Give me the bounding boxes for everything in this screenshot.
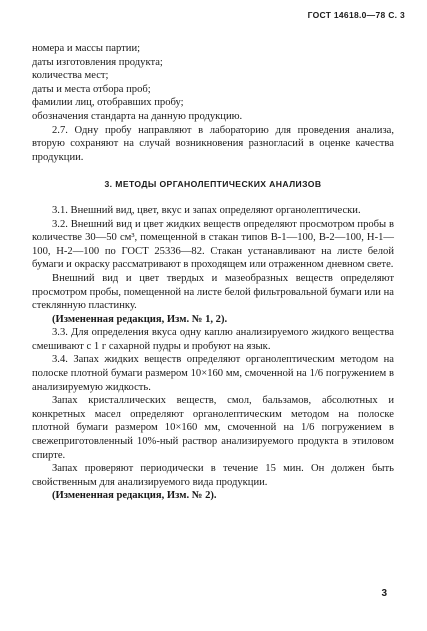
edit-note-1: (Измененная редакция, Изм. № 1, 2). bbox=[52, 313, 228, 325]
paragraph-3-4: 3.4. Запах жидких веществ определяют органолептическим методом на полоске плотной бумаги размером 10×160 мм, смоченной на 1/6 погружением в анализируемую жидкость. bbox=[32, 354, 394, 393]
list-item: фамилии лиц, отобравших пробу; bbox=[32, 97, 184, 109]
edit-note-2: (Измененная редакция, Изм. № 2). bbox=[52, 490, 217, 502]
paragraph-crystal: Запах кристаллических веществ, смол, бальзамов, абсолютных и конкретных масел определяют органолептическим методом на полоске плотной бумаги размером 10×160 мм, смоченной на 1/6 погружением в свежеприготовленный 10%-ный раствор анализируемого продукта в этиловом спирте. bbox=[32, 395, 394, 461]
paragraph-periodic: Запах проверяют периодически в течение 15 мин. Он должен быть свойственным для анализируемого вида продукции. bbox=[32, 463, 394, 488]
list-block bbox=[32, 42, 394, 124]
section-title: 3. МЕТОДЫ ОРГАНОЛЕПТИЧЕСКИХ АНАЛИЗОВ bbox=[104, 179, 322, 190]
list-item: обозначения стандарта на данную продукцию. bbox=[32, 110, 243, 122]
list-item: номера и массы партии; bbox=[32, 43, 141, 54]
paragraph-3-3: 3.3. Для определения вкуса одну каплю анализируемого жидкого вещества смешивают с 1 г сахарной пудры и пробуют на язык. bbox=[32, 327, 394, 352]
paragraph-2-7: 2.7. Одну пробу направляют в лабораторию для проведения анализа, вторую сохраняют на случай возникновения разногласий в оценке качества продукции. bbox=[32, 124, 394, 163]
list-item: даты и места отбора проб; bbox=[32, 83, 151, 95]
paragraph-3-2: 3.2. Внешний вид и цвет жидких веществ определяют просмотром пробы в количестве 30—50 см³, помещенной в стакан типов В-1—100, В-2—100, Н-1—100, Н-2—100 по ГОСТ 25336—82. Стакан устанавливают на листе белой бумаги и окраску рассматривают в проходящем или отраженном дневном свете. bbox=[32, 218, 394, 271]
document-body bbox=[32, 42, 394, 503]
list-item: даты изготовления продукта; bbox=[32, 56, 163, 68]
paragraph-3-1: 3.1. Внешний вид, цвет, вкус и запах определяют органолептически. bbox=[52, 204, 361, 216]
document-header: ГОСТ 14618.0—78 С. 3 bbox=[307, 10, 405, 20]
page-number: 3 bbox=[381, 588, 387, 599]
paragraph-solid: Внешний вид и цвет твердых и мазеобразных веществ определяют просмотром пробы, помещенной на листе белой фильтровальной бумаги или на стеклянную пластинку. bbox=[32, 272, 394, 312]
list-item: количества мест; bbox=[32, 70, 109, 82]
